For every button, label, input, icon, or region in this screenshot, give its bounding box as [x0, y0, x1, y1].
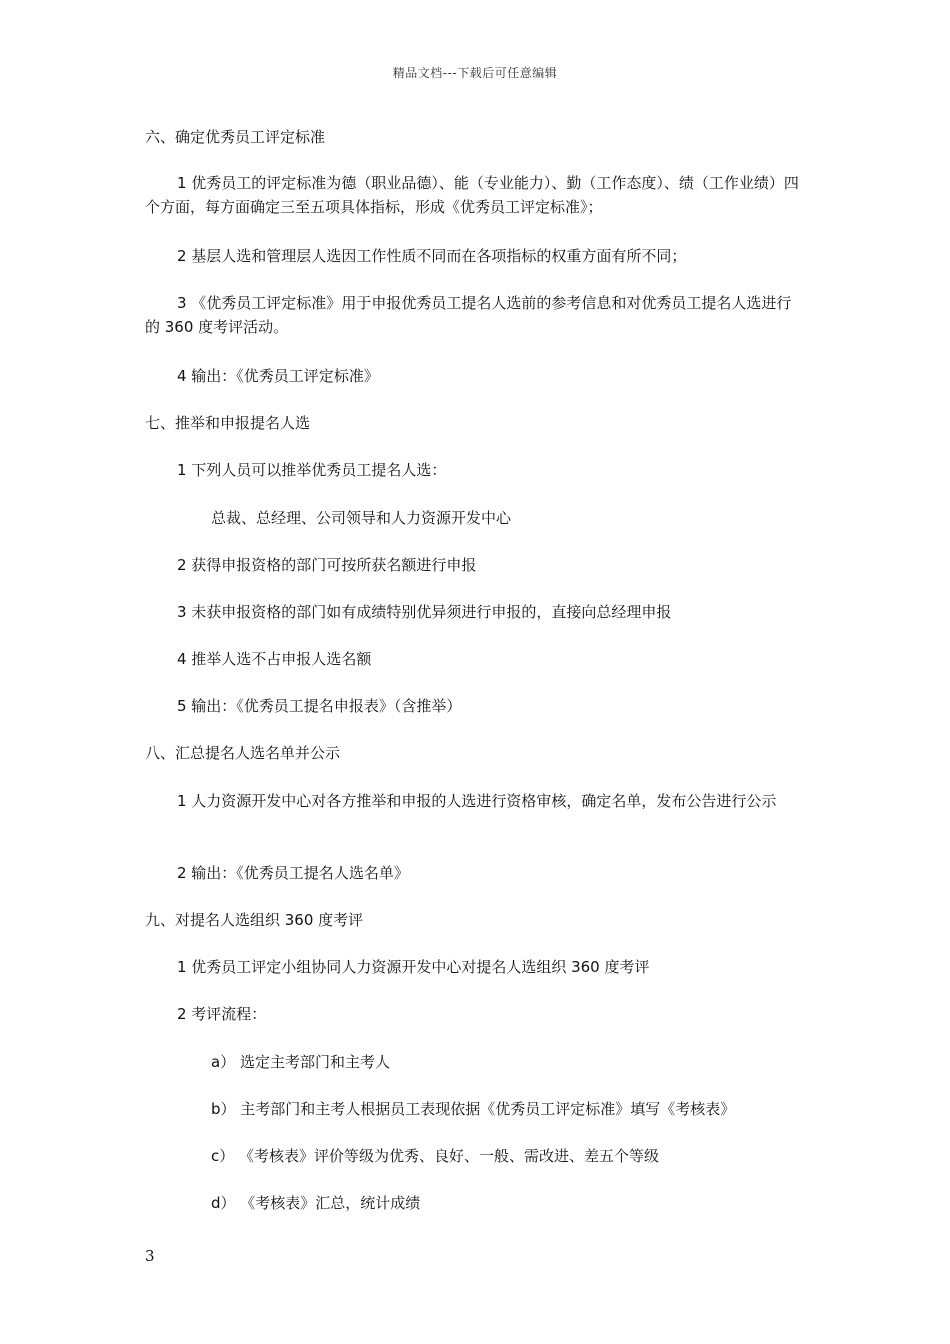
section-9-step-a: a） 选定主考部门和主考人 — [211, 1053, 390, 1071]
section-6-item-1: 1 优秀员工的评定标准为德（职业品德）、能（专业能力）、勤（工作态度）、绩（工作业绩）四个方面，每方面确定三至五项具体指标，形成《优秀员工评定标准》； — [145, 174, 799, 216]
section-heading-6: 六、确定优秀员工评定标准 — [145, 128, 326, 146]
section-6-item-3: 3 《优秀员工评定标准》用于申报优秀员工提名人选前的参考信息和对优秀员工提名人选进行的 360 度考评活动。 — [145, 294, 792, 336]
section-7-item-1-detail: 总裁、总经理、公司领导和人力资源开发中心 — [211, 509, 512, 527]
section-7-item-4: 4 推举人选不占申报人选名额 — [177, 650, 372, 668]
page-number: 3 — [145, 1247, 155, 1265]
section-6-item-4: 4 输出：《优秀员工评定标准》 — [177, 367, 379, 385]
section-heading-8: 八、汇总提名人选名单并公示 — [145, 744, 341, 762]
section-7-item-1: 1 下列人员可以推举优秀员工提名人选： — [177, 461, 447, 479]
section-7-item-3: 3 未获申报资格的部门如有成绩特别优异须进行申报的，直接向总经理申报 — [177, 603, 672, 621]
section-9-item-2: 2 考评流程： — [177, 1005, 267, 1023]
section-7-item-5: 5 输出：《优秀员工提名申报表》（含推举） — [177, 697, 462, 715]
section-heading-7: 七、推举和申报提名人选 — [145, 414, 311, 432]
section-9-item-1: 1 优秀员工评定小组协同人力资源开发中心对提名人选组织 360 度考评 — [177, 958, 650, 976]
section-9-step-c: c） 《考核表》评价等级为优秀、良好、一般、需改进、差五个等级 — [211, 1147, 660, 1165]
section-9-step-b: b） 主考部门和主考人根据员工表现依据《优秀员工评定标准》填写《考核表》 — [211, 1100, 736, 1118]
page-header: 精品文档---下载后可任意编辑 — [392, 66, 558, 80]
section-heading-9: 九、对提名人选组织 360 度考评 — [145, 911, 364, 929]
section-9-step-d: d） 《考核表》汇总，统计成绩 — [211, 1194, 421, 1212]
section-8-item-1: 1 人力资源开发中心对各方推举和申报的人选进行资格审核，确定名单，发布公告进行公示 — [177, 792, 777, 810]
section-8-item-2: 2 输出：《优秀员工提名人选名单》 — [177, 864, 409, 882]
section-7-item-2: 2 获得申报资格的部门可按所获名额进行申报 — [177, 556, 477, 574]
section-6-item-2: 2 基层人选和管理层人选因工作性质不同而在各项指标的权重方面有所不同； — [177, 247, 687, 265]
